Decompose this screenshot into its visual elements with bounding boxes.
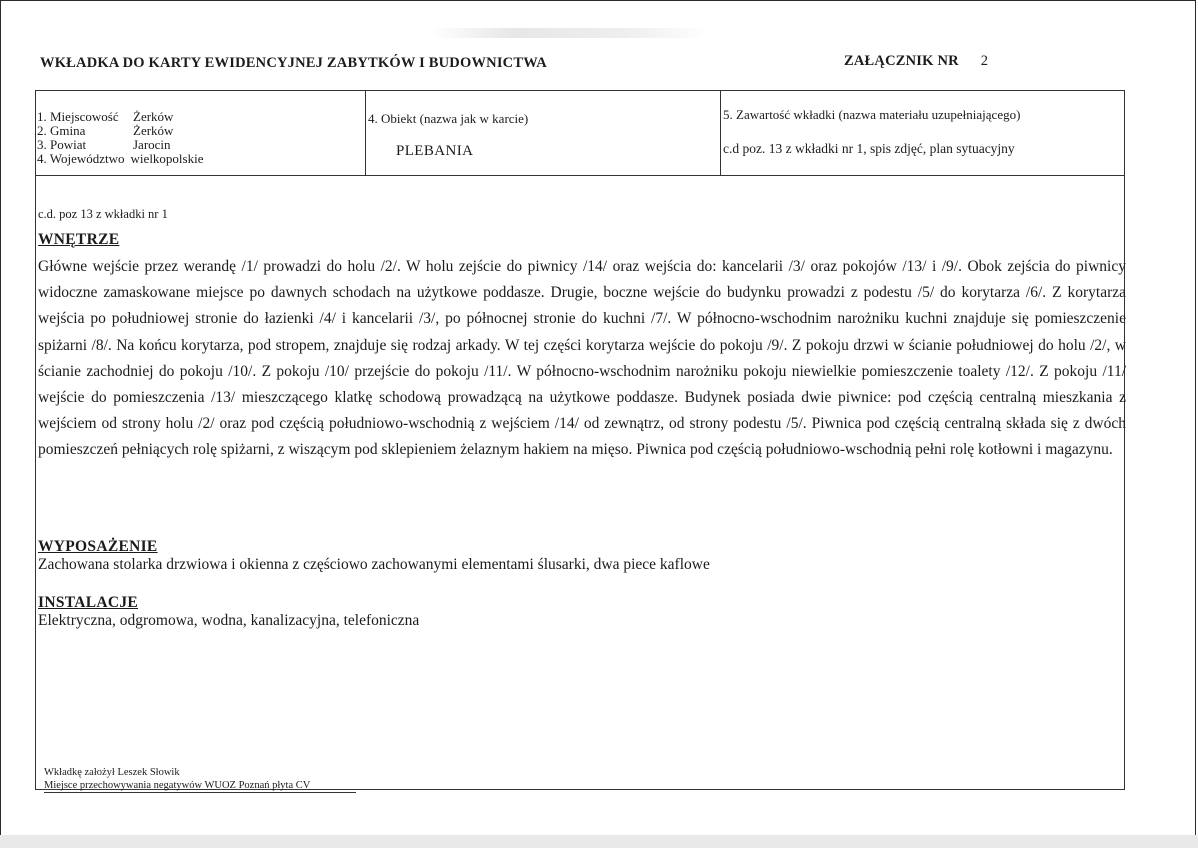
- footer-storage: Miejsce przechowywania negatywów WUOZ Poznań płyta CV: [44, 779, 356, 793]
- annex-number: 2: [980, 53, 989, 69]
- location-cell: [35, 90, 366, 176]
- contents-cell: [721, 90, 1125, 176]
- location-label: 4. Województwo: [37, 151, 125, 166]
- location-item: [37, 138, 203, 152]
- annex-label: ZAŁĄCZNIK NR: [844, 53, 959, 69]
- location-label: 1. Miejscowość: [37, 109, 119, 124]
- continuation-note: c.d. poz 13 z wkładki nr 1: [38, 207, 168, 221]
- location-item: [37, 124, 203, 138]
- section-text-equipment: Zachowana stolarka drzwiowa i okienna z częściowo zachowanymi elementami ślusarki, dwa piece kaflowe: [38, 556, 710, 573]
- object-cell: [366, 90, 721, 176]
- location-label: 3. Powiat: [37, 137, 87, 152]
- section-title-equipment: WYPOSAŻENIE: [38, 538, 158, 555]
- section-text-installations: Elektryczna, odgromowa, wodna, kanalizacyjna, telefoniczna: [38, 612, 420, 629]
- object-label: 4. Obiekt (nazwa jak w karcie): [368, 111, 529, 126]
- scan-artifact: [430, 28, 710, 38]
- annex-heading: [844, 53, 988, 70]
- info-row: [35, 90, 1125, 176]
- object-value: PLEBANIA: [396, 143, 474, 159]
- footer: [44, 766, 356, 793]
- location-item: [37, 110, 203, 124]
- document-title: WKŁADKA DO KARTY EWIDENCYJNEJ ZABYTKÓW I BUDOWNICTWA: [40, 55, 547, 71]
- location-value: wielkopolskie: [130, 151, 204, 166]
- location-label: 2. Gmina: [37, 123, 86, 138]
- location-value: Żerków: [133, 123, 174, 138]
- location-value: Żerków: [133, 109, 174, 124]
- location-item: [37, 152, 203, 166]
- contents-label: 5. Zawartość wkładki (nazwa materiału uzupełniającego): [723, 107, 1021, 122]
- scan-bottom-edge: [0, 835, 1198, 848]
- contents-value: c.d poz. 13 z wkładki nr 1, spis zdjęć, plan sytuacyjny: [723, 141, 1015, 156]
- footer-author: Wkładkę założył Leszek Słowik: [44, 767, 180, 778]
- location-value: Jarocin: [133, 137, 171, 152]
- section-text-interior: Główne wejście przez werandę /1/ prowadzi do holu /2/. W holu zejście do piwnicy /14/ oraz wejścia do: kancelarii /3/ oraz pokojów /13/ i /9/. Obok zejścia do piwnicy widoczne zamaskowane miejsce po dawnych schodach na użytkowe poddasze. Drugie, boczne wejście do budynku prowadzi z podestu /5/ do korytarza /6/. Z korytarza wejścia po południowej stronie do łazienki /4/ i kancelarii /3/, po północnej stronie do kuchni /7/. W północno-wschodnim narożniku kuchni znajduje się pomieszczenie spiżarni /8/. Na końcu korytarza, pod stropem, znajduje się rodzaj arkady. W tej części korytarza wejście do pokoju /9/. Z pokoju drzwi w ścianie południowej do holu /2/, w ścianie zachodniej do pokoju /10/. Z pokoju /10/ przejście do pokoju /11/. W północno-wschodnim narożniku pokoju niewielkie pomieszczenie toalety /12/. Z pokoju /11/ wejście do pomieszczenia /13/ mieszczącego klatkę schodową prowadzącą na użytkowe poddasze. Budynek posiada dwie piwnice: pod częścią centralną mieszkania z wejściem od strony holu /2/ oraz pod częścią południowo-wschodnią z wejściem /14/ od zewnątrz, od strony podestu /5/. Piwnica pod częścią centralną składa się z dwóch pomieszczeń pełniących rolę spiżarni, z wiszącym pod sklepieniem żelaznym hakiem na mięso. Piwnica pod częścią południowo-wschodnią pełni rolę kotłowni i magazynu.: [38, 258, 1126, 459]
- location-list: [37, 110, 203, 166]
- section-title-installations: INSTALACJE: [38, 594, 139, 611]
- section-title-interior: WNĘTRZE: [38, 231, 120, 248]
